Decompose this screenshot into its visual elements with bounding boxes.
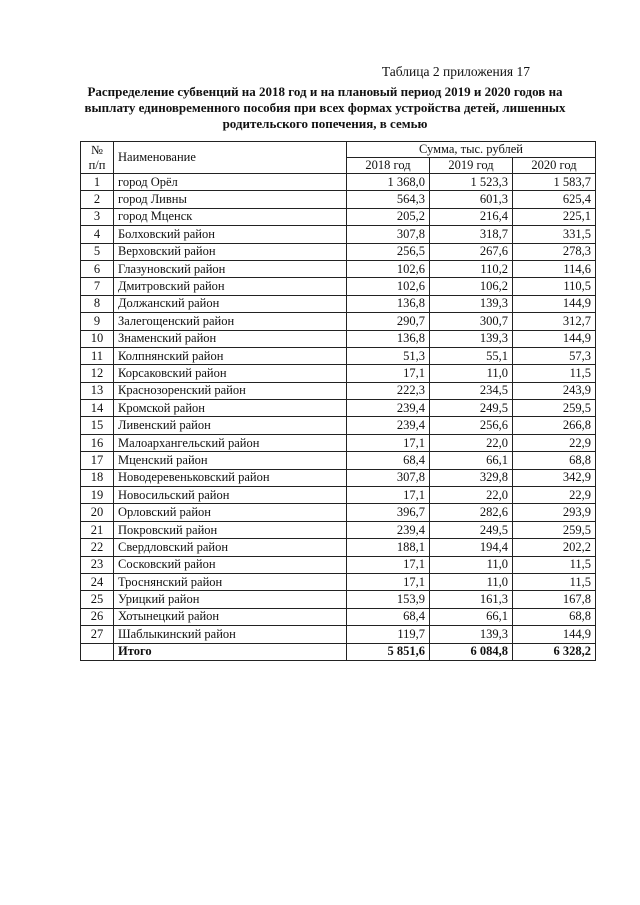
row-name: Урицкий район [114, 591, 347, 608]
row-number: 20 [81, 504, 114, 521]
row-name: Корсаковский район [114, 365, 347, 382]
row-number: 25 [81, 591, 114, 608]
table-row [81, 608, 596, 625]
row-value-2019: 22,0 [430, 434, 513, 451]
row-value-2018: 136,8 [347, 330, 430, 347]
row-name: Хотынецкий район [114, 608, 347, 625]
row-number: 24 [81, 573, 114, 590]
table-row [81, 347, 596, 364]
row-value-2019: 22,0 [430, 487, 513, 504]
row-number: 22 [81, 539, 114, 556]
table-row [81, 382, 596, 399]
table-row [81, 295, 596, 312]
row-name: город Орёл [114, 174, 347, 191]
row-value-2018: 68,4 [347, 452, 430, 469]
row-name: Должанский район [114, 295, 347, 312]
row-value-2018: 239,4 [347, 400, 430, 417]
row-number: 27 [81, 626, 114, 643]
row-number: 11 [81, 347, 114, 364]
row-value-2019: 11,0 [430, 573, 513, 590]
row-value-2020: 278,3 [513, 243, 596, 260]
row-value-2020: 144,9 [513, 626, 596, 643]
row-value-2018: 51,3 [347, 347, 430, 364]
row-number: 3 [81, 208, 114, 225]
row-value-2019: 300,7 [430, 313, 513, 330]
table-body [81, 174, 596, 644]
row-name: Троснянский район [114, 573, 347, 590]
table-row [81, 278, 596, 295]
row-value-2018: 205,2 [347, 208, 430, 225]
total-row [81, 643, 596, 660]
table-row [81, 556, 596, 573]
row-value-2020: 293,9 [513, 504, 596, 521]
row-value-2020: 259,5 [513, 521, 596, 538]
row-value-2018: 102,6 [347, 278, 430, 295]
header-number: № п/п [81, 142, 114, 174]
row-value-2019: 267,6 [430, 243, 513, 260]
row-value-2019: 139,3 [430, 295, 513, 312]
row-value-2019: 106,2 [430, 278, 513, 295]
row-number: 17 [81, 452, 114, 469]
document-title: Распределение субвенций на 2018 год и на плановый период 2019 и 2020 годов на выплату единовременного пособия при всех формах устройства детей, лишенных родительского попечения, в семью [84, 84, 566, 131]
row-value-2020: 266,8 [513, 417, 596, 434]
table-row [81, 626, 596, 643]
row-value-2018: 239,4 [347, 417, 430, 434]
row-name: Шаблыкинский район [114, 626, 347, 643]
row-number: 7 [81, 278, 114, 295]
table-row [81, 260, 596, 277]
row-value-2019: 282,6 [430, 504, 513, 521]
row-value-2019: 161,3 [430, 591, 513, 608]
row-value-2018: 290,7 [347, 313, 430, 330]
row-number: 23 [81, 556, 114, 573]
row-name: Новосильский район [114, 487, 347, 504]
row-value-2019: 11,0 [430, 556, 513, 573]
header-year-2018: 2018 год [347, 158, 430, 174]
row-value-2018: 68,4 [347, 608, 430, 625]
table-row [81, 539, 596, 556]
row-name: Орловский район [114, 504, 347, 521]
row-value-2018: 153,9 [347, 591, 430, 608]
row-value-2020: 68,8 [513, 452, 596, 469]
row-value-2018: 564,3 [347, 191, 430, 208]
row-value-2020: 11,5 [513, 556, 596, 573]
row-value-2020: 331,5 [513, 226, 596, 243]
table-row [81, 452, 596, 469]
row-number: 13 [81, 382, 114, 399]
total-2020: 6 328,2 [513, 643, 596, 660]
row-value-2020: 167,8 [513, 591, 596, 608]
row-number: 18 [81, 469, 114, 486]
row-value-2018: 17,1 [347, 556, 430, 573]
table-row [81, 174, 596, 191]
row-value-2018: 222,3 [347, 382, 430, 399]
row-value-2020: 312,7 [513, 313, 596, 330]
row-name: город Мценск [114, 208, 347, 225]
row-name: Колпнянский район [114, 347, 347, 364]
table-row [81, 400, 596, 417]
row-value-2019: 1 523,3 [430, 174, 513, 191]
row-value-2019: 329,8 [430, 469, 513, 486]
row-number: 2 [81, 191, 114, 208]
row-value-2019: 55,1 [430, 347, 513, 364]
row-name: Дмитровский район [114, 278, 347, 295]
row-value-2019: 110,2 [430, 260, 513, 277]
table-row [81, 591, 596, 608]
row-value-2020: 22,9 [513, 487, 596, 504]
row-value-2018: 1 368,0 [347, 174, 430, 191]
table-row [81, 243, 596, 260]
row-value-2020: 243,9 [513, 382, 596, 399]
row-name: Ливенский район [114, 417, 347, 434]
row-name: Краснозоренский район [114, 382, 347, 399]
table-row [81, 417, 596, 434]
row-number: 4 [81, 226, 114, 243]
row-number: 12 [81, 365, 114, 382]
row-value-2018: 102,6 [347, 260, 430, 277]
row-value-2018: 17,1 [347, 487, 430, 504]
row-value-2018: 396,7 [347, 504, 430, 521]
total-label: Итого [114, 643, 347, 660]
row-value-2020: 259,5 [513, 400, 596, 417]
row-value-2018: 239,4 [347, 521, 430, 538]
row-number: 9 [81, 313, 114, 330]
header-year-2020: 2020 год [513, 158, 596, 174]
table-row [81, 434, 596, 451]
row-value-2018: 256,5 [347, 243, 430, 260]
table-row [81, 208, 596, 225]
row-number: 1 [81, 174, 114, 191]
row-value-2020: 202,2 [513, 539, 596, 556]
row-value-2019: 194,4 [430, 539, 513, 556]
row-value-2019: 66,1 [430, 452, 513, 469]
row-value-2019: 234,5 [430, 382, 513, 399]
row-number: 15 [81, 417, 114, 434]
row-name: Свердловский район [114, 539, 347, 556]
row-name: Сосковский район [114, 556, 347, 573]
table-header-row [81, 142, 596, 158]
row-name: Мценский район [114, 452, 347, 469]
row-value-2020: 110,5 [513, 278, 596, 295]
table-row [81, 191, 596, 208]
row-value-2019: 139,3 [430, 330, 513, 347]
row-value-2020: 22,9 [513, 434, 596, 451]
row-number: 6 [81, 260, 114, 277]
row-value-2019: 11,0 [430, 365, 513, 382]
row-value-2020: 11,5 [513, 365, 596, 382]
row-number: 19 [81, 487, 114, 504]
subsidy-table [80, 141, 596, 661]
header-year-2019: 2019 год [430, 158, 513, 174]
row-value-2019: 139,3 [430, 626, 513, 643]
row-name: Верховский район [114, 243, 347, 260]
row-value-2020: 625,4 [513, 191, 596, 208]
row-name: Залегощенский район [114, 313, 347, 330]
table-row [81, 313, 596, 330]
row-value-2018: 17,1 [347, 573, 430, 590]
total-2018: 5 851,6 [347, 643, 430, 660]
row-number: 8 [81, 295, 114, 312]
row-value-2019: 256,6 [430, 417, 513, 434]
table-row [81, 573, 596, 590]
row-number: 26 [81, 608, 114, 625]
row-value-2018: 188,1 [347, 539, 430, 556]
row-name: город Ливны [114, 191, 347, 208]
table-row [81, 521, 596, 538]
row-value-2019: 601,3 [430, 191, 513, 208]
total-number-cell [81, 643, 114, 660]
row-value-2019: 216,4 [430, 208, 513, 225]
row-value-2019: 249,5 [430, 400, 513, 417]
row-value-2020: 342,9 [513, 469, 596, 486]
row-name: Малоархангельский район [114, 434, 347, 451]
header-sum: Сумма, тыс. рублей [347, 142, 596, 158]
row-value-2020: 225,1 [513, 208, 596, 225]
row-name: Покровский район [114, 521, 347, 538]
row-name: Новодеревеньковский район [114, 469, 347, 486]
row-value-2018: 17,1 [347, 434, 430, 451]
row-number: 16 [81, 434, 114, 451]
row-number: 5 [81, 243, 114, 260]
row-value-2018: 307,8 [347, 469, 430, 486]
table-row [81, 504, 596, 521]
row-number: 14 [81, 400, 114, 417]
row-value-2018: 119,7 [347, 626, 430, 643]
row-value-2020: 11,5 [513, 573, 596, 590]
table-row [81, 226, 596, 243]
row-value-2020: 1 583,7 [513, 174, 596, 191]
row-value-2020: 144,9 [513, 295, 596, 312]
total-2019: 6 084,8 [430, 643, 513, 660]
table-caption: Таблица 2 приложения 17 [381, 64, 530, 79]
row-value-2019: 249,5 [430, 521, 513, 538]
row-name: Знаменский район [114, 330, 347, 347]
row-value-2020: 114,6 [513, 260, 596, 277]
row-value-2019: 66,1 [430, 608, 513, 625]
row-value-2018: 136,8 [347, 295, 430, 312]
row-value-2020: 57,3 [513, 347, 596, 364]
row-number: 10 [81, 330, 114, 347]
row-value-2018: 17,1 [347, 365, 430, 382]
table-row [81, 365, 596, 382]
row-value-2020: 68,8 [513, 608, 596, 625]
row-value-2020: 144,9 [513, 330, 596, 347]
table-row [81, 487, 596, 504]
table-row [81, 469, 596, 486]
table-row [81, 330, 596, 347]
row-name: Болховский район [114, 226, 347, 243]
row-name: Глазуновский район [114, 260, 347, 277]
row-name: Кромской район [114, 400, 347, 417]
row-number: 21 [81, 521, 114, 538]
header-name: Наименование [114, 142, 347, 174]
row-value-2018: 307,8 [347, 226, 430, 243]
row-value-2019: 318,7 [430, 226, 513, 243]
